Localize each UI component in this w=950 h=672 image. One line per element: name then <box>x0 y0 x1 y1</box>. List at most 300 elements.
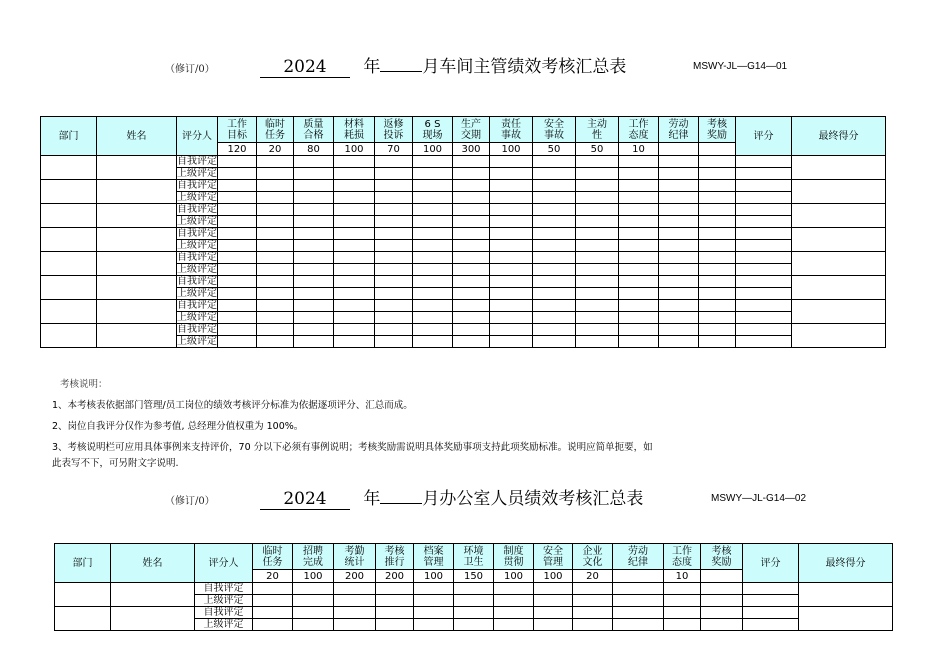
score-cell[interactable] <box>533 324 576 336</box>
score-cell[interactable] <box>334 583 376 595</box>
score-cell[interactable] <box>453 180 490 192</box>
score-cell[interactable] <box>699 264 736 276</box>
score-cell[interactable] <box>453 288 490 300</box>
score-cell[interactable] <box>218 216 257 228</box>
score-cell[interactable] <box>375 324 413 336</box>
score-cell[interactable] <box>533 264 576 276</box>
score-cell[interactable] <box>533 192 576 204</box>
score-cell[interactable] <box>613 583 664 595</box>
score-cell[interactable] <box>699 312 736 324</box>
score-cell[interactable] <box>375 336 413 348</box>
score-cell[interactable] <box>253 619 293 631</box>
score-cell[interactable] <box>218 240 257 252</box>
score-cell[interactable] <box>413 228 453 240</box>
score-cell[interactable] <box>699 204 736 216</box>
score-cell[interactable] <box>413 156 453 168</box>
score-cell[interactable] <box>701 607 743 619</box>
score-cell[interactable] <box>490 168 533 180</box>
score-cell[interactable] <box>494 583 534 595</box>
score-cell[interactable] <box>293 619 334 631</box>
score-cell[interactable] <box>533 300 576 312</box>
score-cell[interactable] <box>334 156 375 168</box>
score-cell[interactable] <box>736 312 792 324</box>
score-cell[interactable] <box>293 607 334 619</box>
score-cell[interactable] <box>490 240 533 252</box>
score-cell[interactable] <box>619 216 659 228</box>
score-cell[interactable] <box>413 264 453 276</box>
name-cell[interactable] <box>97 252 177 276</box>
score-cell[interactable] <box>743 583 799 595</box>
score-cell[interactable] <box>736 168 792 180</box>
dept-cell[interactable] <box>55 583 111 607</box>
score-cell[interactable] <box>376 583 414 595</box>
dept-cell[interactable] <box>41 180 97 204</box>
score-cell[interactable] <box>533 312 576 324</box>
score-cell[interactable] <box>453 264 490 276</box>
score-cell[interactable] <box>619 312 659 324</box>
score-cell[interactable] <box>294 312 334 324</box>
score-cell[interactable] <box>576 192 619 204</box>
score-cell[interactable] <box>494 619 534 631</box>
score-cell[interactable] <box>664 595 701 607</box>
score-cell[interactable] <box>490 252 533 264</box>
score-cell[interactable] <box>453 204 490 216</box>
score-cell[interactable] <box>490 228 533 240</box>
score-cell[interactable] <box>375 312 413 324</box>
score-cell[interactable] <box>375 240 413 252</box>
score-cell[interactable] <box>375 156 413 168</box>
score-cell[interactable] <box>533 204 576 216</box>
score-cell[interactable] <box>218 324 257 336</box>
score-cell[interactable] <box>699 300 736 312</box>
score-cell[interactable] <box>534 595 573 607</box>
score-cell[interactable] <box>453 228 490 240</box>
score-cell[interactable] <box>413 300 453 312</box>
score-cell[interactable] <box>699 252 736 264</box>
score-cell[interactable] <box>490 336 533 348</box>
score-cell[interactable] <box>375 228 413 240</box>
score-cell[interactable] <box>218 156 257 168</box>
score-cell[interactable] <box>494 607 534 619</box>
score-cell[interactable] <box>334 336 375 348</box>
score-cell[interactable] <box>334 252 375 264</box>
score-cell[interactable] <box>334 300 375 312</box>
dept-cell[interactable] <box>41 300 97 324</box>
final-score-cell[interactable] <box>792 180 886 204</box>
score-cell[interactable] <box>573 619 613 631</box>
dept-cell[interactable] <box>41 276 97 300</box>
score-cell[interactable] <box>659 324 699 336</box>
score-cell[interactable] <box>576 156 619 168</box>
score-cell[interactable] <box>736 216 792 228</box>
score-cell[interactable] <box>257 156 294 168</box>
score-cell[interactable] <box>294 180 334 192</box>
score-cell[interactable] <box>576 288 619 300</box>
final-score-cell[interactable] <box>792 300 886 324</box>
score-cell[interactable] <box>413 168 453 180</box>
score-cell[interactable] <box>619 180 659 192</box>
score-cell[interactable] <box>659 288 699 300</box>
score-cell[interactable] <box>294 216 334 228</box>
score-cell[interactable] <box>743 595 799 607</box>
score-cell[interactable] <box>699 228 736 240</box>
dept-cell[interactable] <box>41 228 97 252</box>
score-cell[interactable] <box>619 156 659 168</box>
score-cell[interactable] <box>619 336 659 348</box>
score-cell[interactable] <box>218 168 257 180</box>
score-cell[interactable] <box>736 240 792 252</box>
score-cell[interactable] <box>218 312 257 324</box>
score-cell[interactable] <box>576 276 619 288</box>
score-cell[interactable] <box>659 228 699 240</box>
score-cell[interactable] <box>453 276 490 288</box>
score-cell[interactable] <box>294 336 334 348</box>
score-cell[interactable] <box>257 264 294 276</box>
final-score-cell[interactable] <box>792 252 886 276</box>
score-cell[interactable] <box>659 240 699 252</box>
score-cell[interactable] <box>534 607 573 619</box>
score-cell[interactable] <box>699 216 736 228</box>
score-cell[interactable] <box>736 204 792 216</box>
score-cell[interactable] <box>218 300 257 312</box>
name-cell[interactable] <box>111 607 195 631</box>
score-cell[interactable] <box>413 336 453 348</box>
score-cell[interactable] <box>619 228 659 240</box>
score-cell[interactable] <box>573 583 613 595</box>
final-score-cell[interactable] <box>792 276 886 300</box>
score-cell[interactable] <box>659 276 699 288</box>
score-cell[interactable] <box>257 300 294 312</box>
score-cell[interactable] <box>257 180 294 192</box>
score-cell[interactable] <box>375 180 413 192</box>
score-cell[interactable] <box>659 336 699 348</box>
score-cell[interactable] <box>490 276 533 288</box>
score-cell[interactable] <box>375 192 413 204</box>
score-cell[interactable] <box>736 192 792 204</box>
dept-cell[interactable] <box>41 252 97 276</box>
score-cell[interactable] <box>743 607 799 619</box>
score-cell[interactable] <box>334 192 375 204</box>
dept-cell[interactable] <box>41 156 97 180</box>
score-cell[interactable] <box>619 240 659 252</box>
score-cell[interactable] <box>375 216 413 228</box>
score-cell[interactable] <box>736 156 792 168</box>
score-cell[interactable] <box>294 300 334 312</box>
score-cell[interactable] <box>413 324 453 336</box>
score-cell[interactable] <box>490 288 533 300</box>
final-score-cell[interactable] <box>792 204 886 228</box>
score-cell[interactable] <box>736 276 792 288</box>
score-cell[interactable] <box>253 607 293 619</box>
score-cell[interactable] <box>413 288 453 300</box>
score-cell[interactable] <box>257 252 294 264</box>
score-cell[interactable] <box>736 288 792 300</box>
score-cell[interactable] <box>659 312 699 324</box>
score-cell[interactable] <box>534 583 573 595</box>
score-cell[interactable] <box>619 204 659 216</box>
score-cell[interactable] <box>664 619 701 631</box>
score-cell[interactable] <box>699 168 736 180</box>
score-cell[interactable] <box>659 168 699 180</box>
score-cell[interactable] <box>414 595 454 607</box>
score-cell[interactable] <box>576 264 619 276</box>
score-cell[interactable] <box>701 595 743 607</box>
score-cell[interactable] <box>294 252 334 264</box>
score-cell[interactable] <box>413 276 453 288</box>
score-cell[interactable] <box>659 204 699 216</box>
name-cell[interactable] <box>97 276 177 300</box>
score-cell[interactable] <box>257 216 294 228</box>
dept-cell[interactable] <box>55 607 111 631</box>
score-cell[interactable] <box>619 168 659 180</box>
score-cell[interactable] <box>736 252 792 264</box>
name-cell[interactable] <box>97 324 177 348</box>
dept-cell[interactable] <box>41 324 97 348</box>
score-cell[interactable] <box>699 336 736 348</box>
score-cell[interactable] <box>736 324 792 336</box>
score-cell[interactable] <box>414 583 454 595</box>
score-cell[interactable] <box>334 619 376 631</box>
score-cell[interactable] <box>257 204 294 216</box>
score-cell[interactable] <box>253 595 293 607</box>
score-cell[interactable] <box>257 240 294 252</box>
score-cell[interactable] <box>413 240 453 252</box>
score-cell[interactable] <box>334 168 375 180</box>
score-cell[interactable] <box>334 288 375 300</box>
score-cell[interactable] <box>576 216 619 228</box>
score-cell[interactable] <box>375 252 413 264</box>
score-cell[interactable] <box>414 619 454 631</box>
score-cell[interactable] <box>490 264 533 276</box>
score-cell[interactable] <box>257 276 294 288</box>
score-cell[interactable] <box>659 300 699 312</box>
score-cell[interactable] <box>659 264 699 276</box>
score-cell[interactable] <box>218 288 257 300</box>
score-cell[interactable] <box>294 324 334 336</box>
score-cell[interactable] <box>453 216 490 228</box>
score-cell[interactable] <box>533 180 576 192</box>
dept-cell[interactable] <box>41 204 97 228</box>
score-cell[interactable] <box>490 324 533 336</box>
name-cell[interactable] <box>97 204 177 228</box>
score-cell[interactable] <box>619 252 659 264</box>
score-cell[interactable] <box>294 228 334 240</box>
score-cell[interactable] <box>294 192 334 204</box>
score-cell[interactable] <box>218 264 257 276</box>
score-cell[interactable] <box>218 204 257 216</box>
final-score-cell[interactable] <box>792 156 886 180</box>
score-cell[interactable] <box>534 619 573 631</box>
score-cell[interactable] <box>573 595 613 607</box>
score-cell[interactable] <box>699 324 736 336</box>
score-cell[interactable] <box>257 336 294 348</box>
score-cell[interactable] <box>257 324 294 336</box>
score-cell[interactable] <box>494 595 534 607</box>
score-cell[interactable] <box>334 595 376 607</box>
score-cell[interactable] <box>294 204 334 216</box>
final-score-cell[interactable] <box>799 607 893 631</box>
score-cell[interactable] <box>619 264 659 276</box>
score-cell[interactable] <box>257 168 294 180</box>
score-cell[interactable] <box>454 595 494 607</box>
score-cell[interactable] <box>576 252 619 264</box>
score-cell[interactable] <box>375 288 413 300</box>
score-cell[interactable] <box>294 156 334 168</box>
score-cell[interactable] <box>576 300 619 312</box>
score-cell[interactable] <box>294 276 334 288</box>
score-cell[interactable] <box>413 312 453 324</box>
score-cell[interactable] <box>576 336 619 348</box>
score-cell[interactable] <box>533 228 576 240</box>
score-cell[interactable] <box>257 312 294 324</box>
score-cell[interactable] <box>699 288 736 300</box>
score-cell[interactable] <box>376 607 414 619</box>
name-cell[interactable] <box>97 156 177 180</box>
score-cell[interactable] <box>334 324 375 336</box>
score-cell[interactable] <box>736 180 792 192</box>
score-cell[interactable] <box>613 595 664 607</box>
score-cell[interactable] <box>699 156 736 168</box>
score-cell[interactable] <box>414 607 454 619</box>
score-cell[interactable] <box>413 204 453 216</box>
score-cell[interactable] <box>334 607 376 619</box>
score-cell[interactable] <box>701 619 743 631</box>
score-cell[interactable] <box>699 192 736 204</box>
score-cell[interactable] <box>533 276 576 288</box>
score-cell[interactable] <box>375 276 413 288</box>
score-cell[interactable] <box>490 180 533 192</box>
score-cell[interactable] <box>573 607 613 619</box>
score-cell[interactable] <box>453 156 490 168</box>
score-cell[interactable] <box>576 240 619 252</box>
score-cell[interactable] <box>576 312 619 324</box>
score-cell[interactable] <box>619 192 659 204</box>
score-cell[interactable] <box>659 156 699 168</box>
final-score-cell[interactable] <box>792 324 886 348</box>
score-cell[interactable] <box>453 324 490 336</box>
score-cell[interactable] <box>743 619 799 631</box>
score-cell[interactable] <box>699 276 736 288</box>
score-cell[interactable] <box>334 264 375 276</box>
score-cell[interactable] <box>664 607 701 619</box>
score-cell[interactable] <box>454 619 494 631</box>
name-cell[interactable] <box>97 228 177 252</box>
score-cell[interactable] <box>619 276 659 288</box>
score-cell[interactable] <box>218 228 257 240</box>
score-cell[interactable] <box>659 216 699 228</box>
score-cell[interactable] <box>375 264 413 276</box>
score-cell[interactable] <box>619 288 659 300</box>
score-cell[interactable] <box>257 228 294 240</box>
score-cell[interactable] <box>453 252 490 264</box>
score-cell[interactable] <box>218 192 257 204</box>
score-cell[interactable] <box>490 192 533 204</box>
score-cell[interactable] <box>376 619 414 631</box>
score-cell[interactable] <box>490 204 533 216</box>
score-cell[interactable] <box>454 583 494 595</box>
score-cell[interactable] <box>453 168 490 180</box>
score-cell[interactable] <box>453 336 490 348</box>
name-cell[interactable] <box>97 300 177 324</box>
score-cell[interactable] <box>218 180 257 192</box>
score-cell[interactable] <box>334 240 375 252</box>
score-cell[interactable] <box>490 312 533 324</box>
score-cell[interactable] <box>376 595 414 607</box>
score-cell[interactable] <box>576 228 619 240</box>
score-cell[interactable] <box>413 192 453 204</box>
score-cell[interactable] <box>293 583 334 595</box>
score-cell[interactable] <box>453 192 490 204</box>
score-cell[interactable] <box>659 192 699 204</box>
score-cell[interactable] <box>218 276 257 288</box>
score-cell[interactable] <box>453 312 490 324</box>
score-cell[interactable] <box>576 168 619 180</box>
score-cell[interactable] <box>257 288 294 300</box>
name-cell[interactable] <box>97 180 177 204</box>
score-cell[interactable] <box>619 300 659 312</box>
score-cell[interactable] <box>413 216 453 228</box>
score-cell[interactable] <box>334 276 375 288</box>
final-score-cell[interactable] <box>799 583 893 607</box>
score-cell[interactable] <box>294 288 334 300</box>
score-cell[interactable] <box>576 180 619 192</box>
score-cell[interactable] <box>293 595 334 607</box>
score-cell[interactable] <box>294 168 334 180</box>
score-cell[interactable] <box>576 324 619 336</box>
score-cell[interactable] <box>375 168 413 180</box>
score-cell[interactable] <box>736 300 792 312</box>
score-cell[interactable] <box>736 228 792 240</box>
score-cell[interactable] <box>736 264 792 276</box>
score-cell[interactable] <box>253 583 293 595</box>
score-cell[interactable] <box>533 336 576 348</box>
final-score-cell[interactable] <box>792 228 886 252</box>
score-cell[interactable] <box>619 324 659 336</box>
score-cell[interactable] <box>659 180 699 192</box>
score-cell[interactable] <box>533 288 576 300</box>
score-cell[interactable] <box>454 607 494 619</box>
score-cell[interactable] <box>533 240 576 252</box>
score-cell[interactable] <box>576 204 619 216</box>
score-cell[interactable] <box>334 180 375 192</box>
score-cell[interactable] <box>613 607 664 619</box>
score-cell[interactable] <box>413 252 453 264</box>
score-cell[interactable] <box>453 300 490 312</box>
score-cell[interactable] <box>613 619 664 631</box>
score-cell[interactable] <box>699 240 736 252</box>
score-cell[interactable] <box>334 312 375 324</box>
score-cell[interactable] <box>533 168 576 180</box>
score-cell[interactable] <box>664 583 701 595</box>
score-cell[interactable] <box>294 240 334 252</box>
score-cell[interactable] <box>218 336 257 348</box>
score-cell[interactable] <box>334 216 375 228</box>
score-cell[interactable] <box>533 252 576 264</box>
score-cell[interactable] <box>659 252 699 264</box>
score-cell[interactable] <box>699 180 736 192</box>
score-cell[interactable] <box>375 204 413 216</box>
score-cell[interactable] <box>413 180 453 192</box>
score-cell[interactable] <box>490 156 533 168</box>
score-cell[interactable] <box>533 216 576 228</box>
score-cell[interactable] <box>218 252 257 264</box>
score-cell[interactable] <box>375 300 413 312</box>
name-cell[interactable] <box>111 583 195 607</box>
score-cell[interactable] <box>334 228 375 240</box>
score-cell[interactable] <box>490 300 533 312</box>
score-cell[interactable] <box>701 583 743 595</box>
score-cell[interactable] <box>533 156 576 168</box>
